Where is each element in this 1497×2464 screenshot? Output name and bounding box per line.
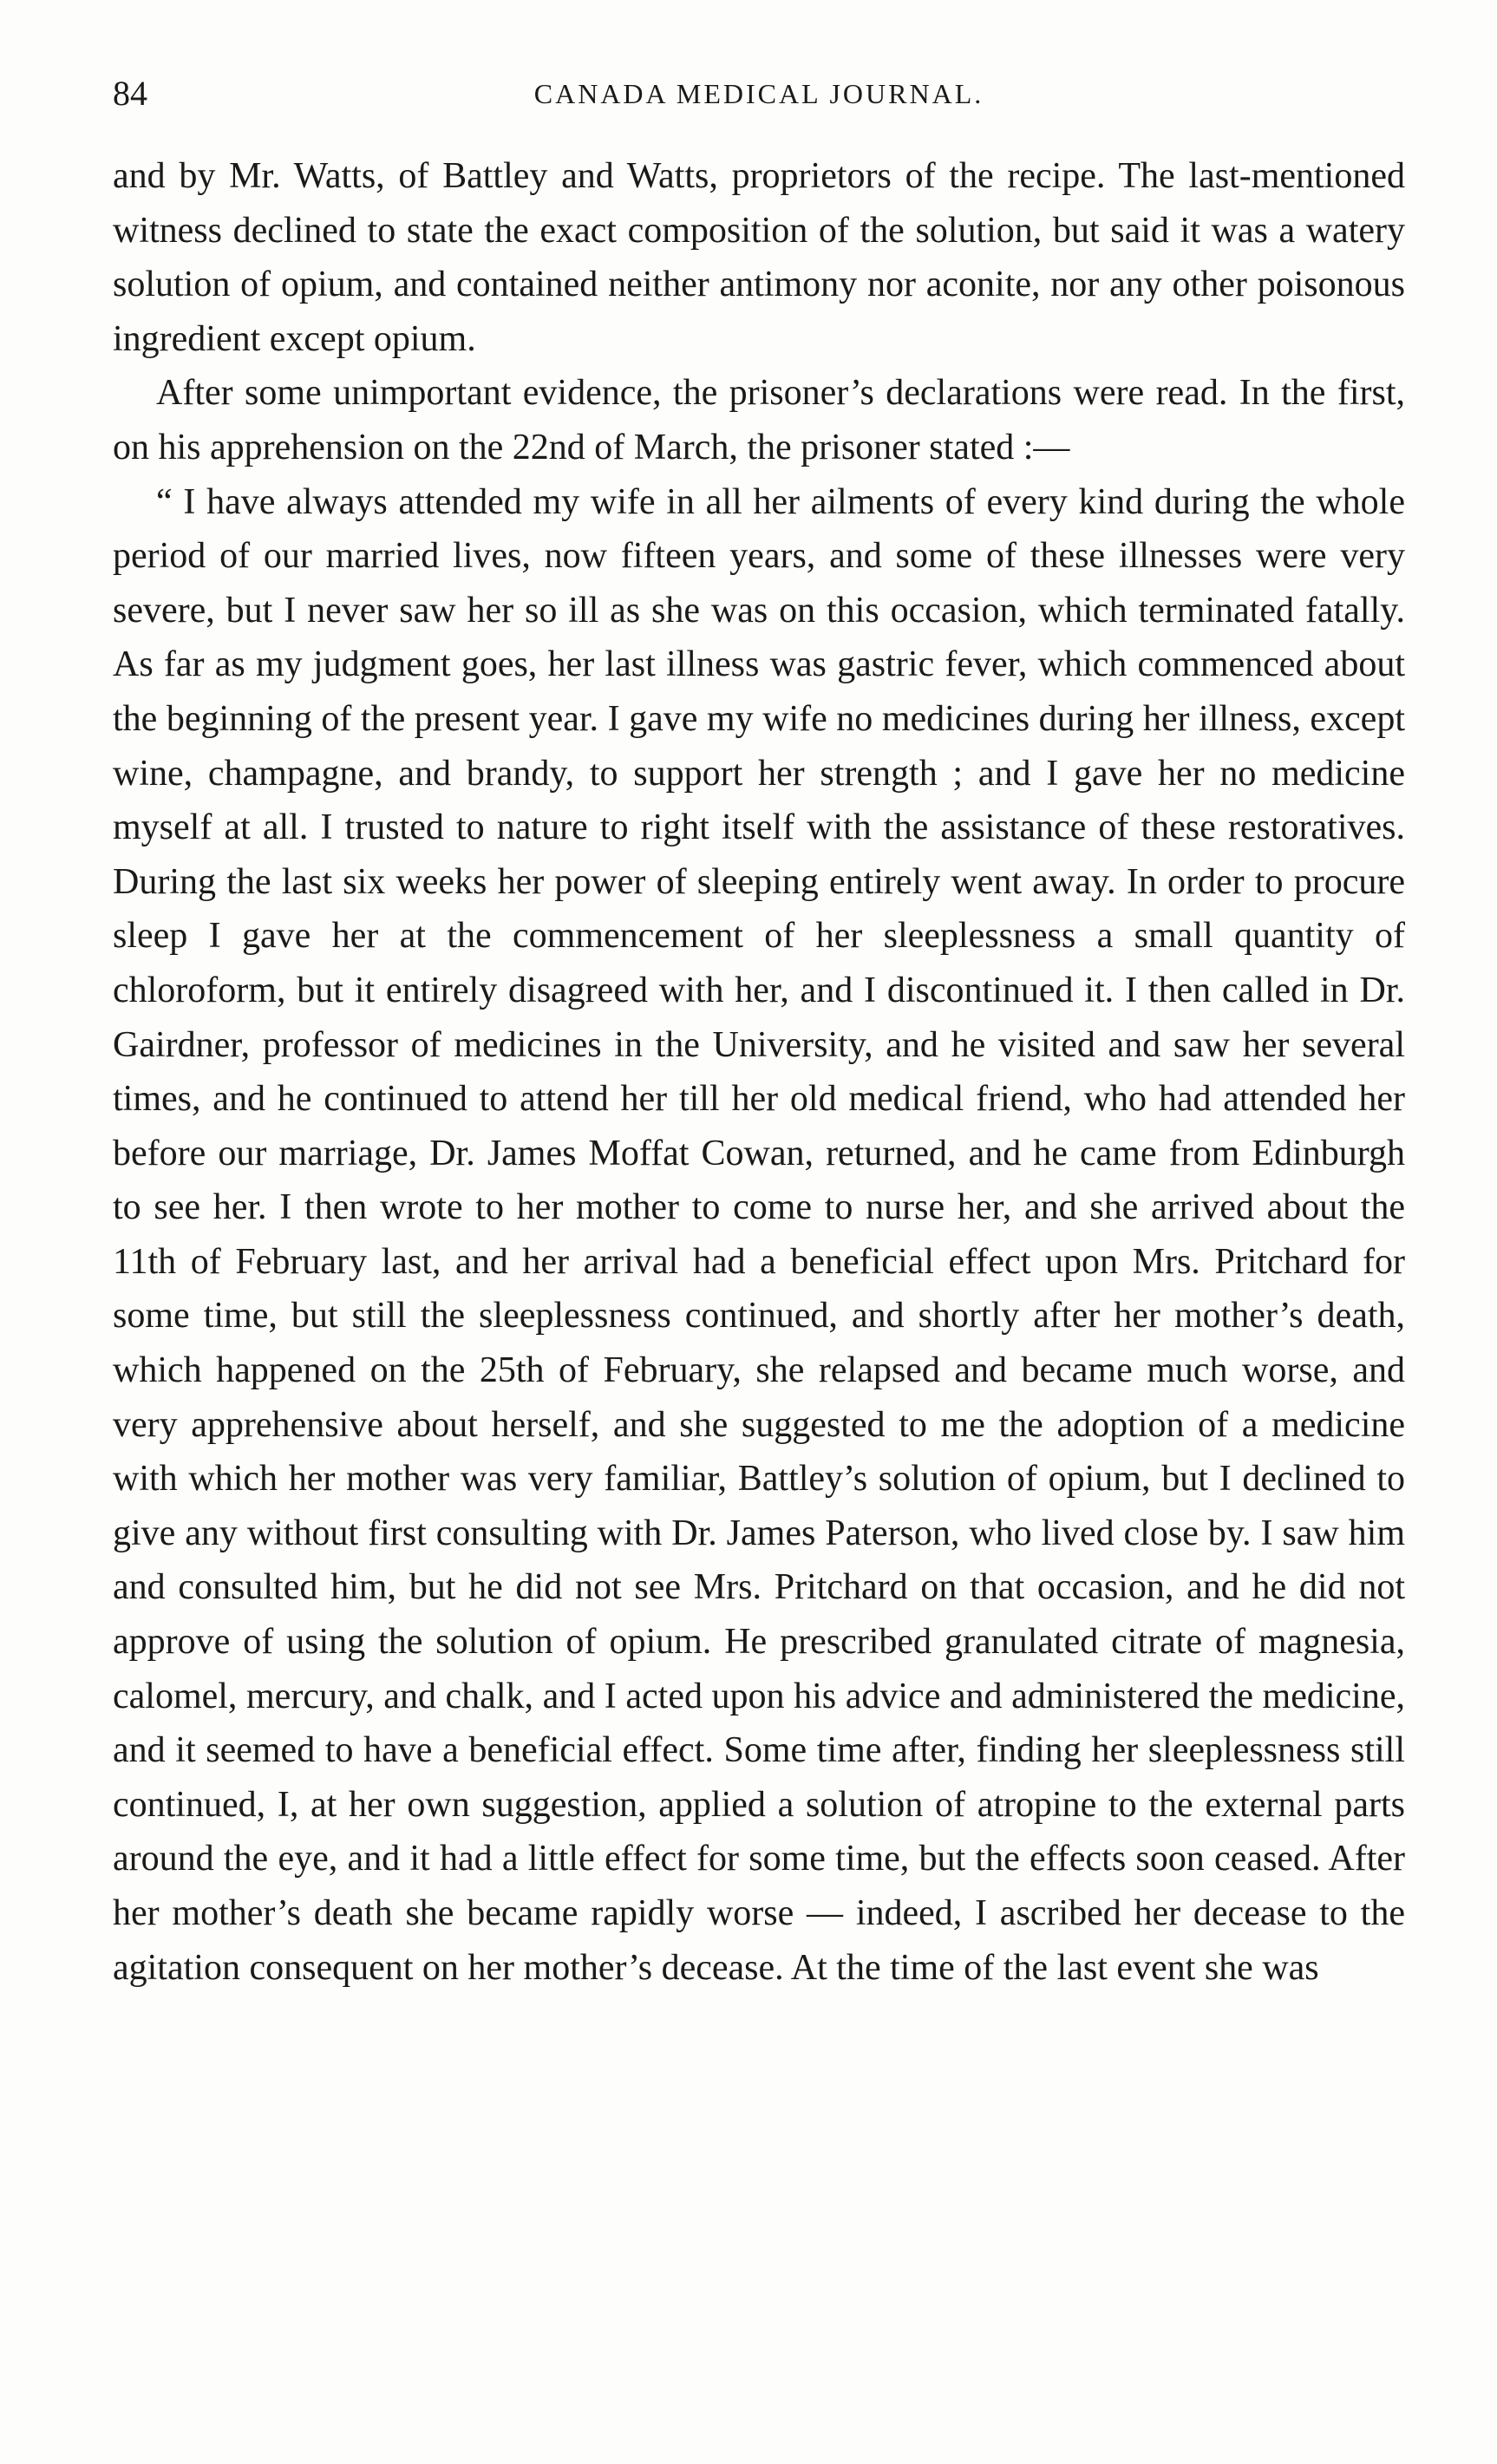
page-number: 84 [113,74,147,113]
paragraph-statement-quote: “ I have always attended my wife in all her ailments of every kind during the whole period of our married lives, now fifteen years, and some of these illnesses were very severe, but I never saw her so ill as she was on this occasion, which terminated fatally. As far as my judgment goes, her last illness was gastric fever, which commenced about the beginning of the present year. I gave my wife no medicines during her illness, except wine, champagne, and brandy, to support her strength ; and I gave her no medicine myself at all. I trusted to nature to right itself with the assistance of these restoratives. During the last six weeks her power of sleeping entirely went away. In order to procure sleep I gave her at the commencement of her sleeplessness a small quantity of chloroform, but it entirely disagreed with her, and I discontinued it. I then called in Dr. Gairdner, professor of medicines in the University, and he visited and saw her several times, and he continued to attend her till her old medical friend, who had attended her before our marriage, Dr. James Moffat Cowan, returned, and he came from Edinburgh to see her. I then wrote to her mother to come to nurse her, and she arrived about the 11th of February last, and her arrival had a beneficial effect upon Mrs. Pritchard for some time, but still the sleeplessness continued, and shortly after her mother’s death, which happened on the 25th of February, she relapsed and became much worse, and very apprehensive about herself, and she suggested to me the adoption of a medicine with which her mother was very familiar, Battley’s solution of opium, but I declined to give any without first consulting with Dr. James Paterson, who lived close by. I saw him and consulted him, but he did not see Mrs. Pritchard on that occasion, and he did not approve of using the solution of opium. He prescribed granulated citrate of magnesia, calomel, mercury, and chalk, and I acted upon his advice and administered the medicine, and it seemed to have a beneficial effect. Some time after, finding her sleeplessness still continued, I, at her own suggestion, applied a solution of atropine to the external parts around the eye, and it had a little effect for some time, but the effects soon ceased. After her mother’s death she became rapidly worse — indeed, I ascribed her decease to the agitation consequent on her mother’s decease. At the time of the last event she was [113,481,1405,1988]
body-text [113,149,1405,1995]
paragraph-declarations: After some unimportant evidence, the prisoner’s declarations were read. In the first, on his apprehension on the 22nd of March, the prisoner stated :— [113,373,1405,467]
journal-title: CANADA MEDICAL JOURNAL. [533,78,984,109]
running-head [113,68,1405,120]
paragraph-continued: and by Mr. Watts, of Battley and Watts, proprietors of the recipe. The last-mentioned witness declined to state the exact composition of the solution, but said it was a watery solution of opium, and contained neither antimony nor aconite, nor any other poisonous ingredient except opium. [113,156,1405,359]
